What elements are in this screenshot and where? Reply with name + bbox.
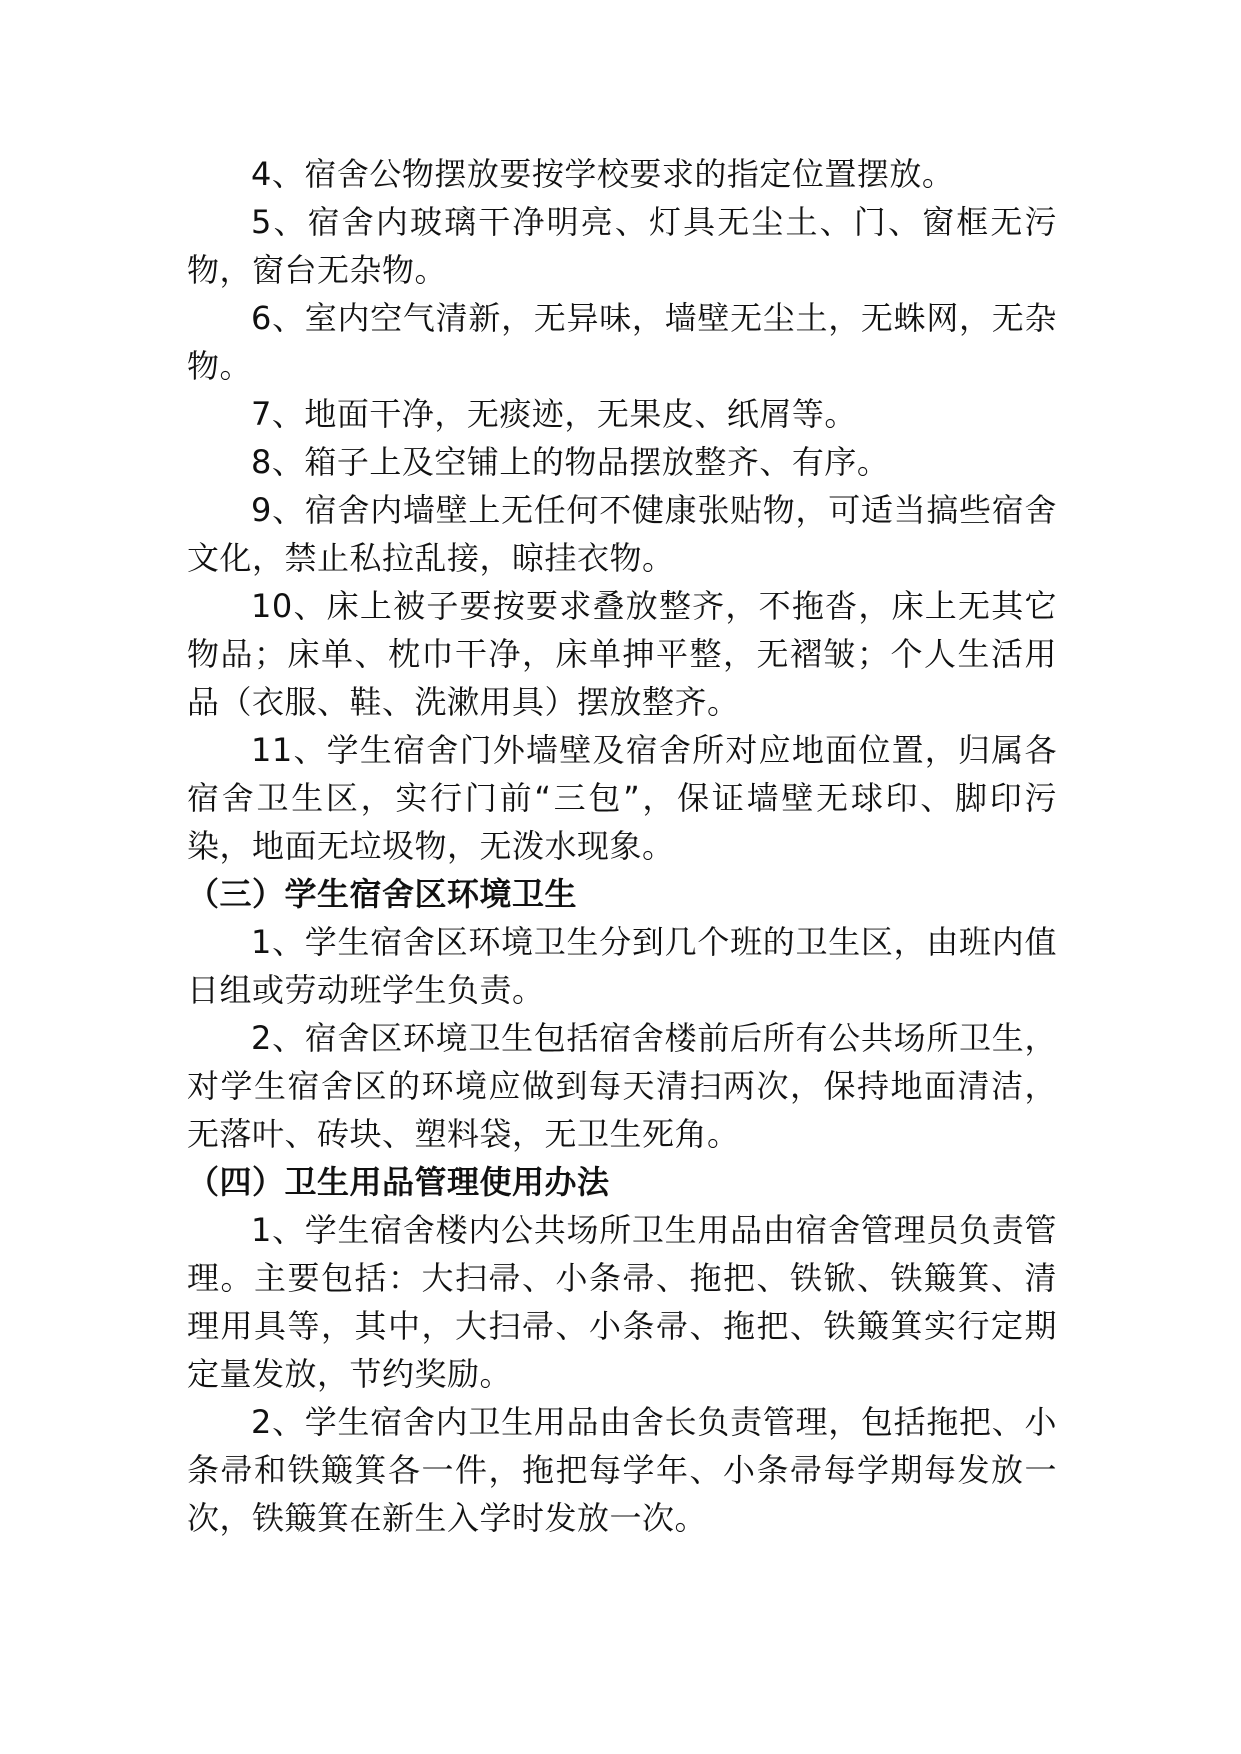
paragraph-item-5: 5、宿舍内玻璃干净明亮、灯具无尘土、门、窗框无污物，窗台无杂物。 — [187, 203, 1057, 289]
paragraph-item-9: 9、宿舍内墙壁上无任何不健康张贴物，可适当搞些宿舍文化，禁止私拉乱接，晾挂衣物。 — [187, 491, 1057, 577]
section-heading-4: （四）卫生用品管理使用办法 — [187, 1163, 610, 1201]
paragraph-item-10: 10、床上被子要按要求叠放整齐，不拖沓，床上无其它物品；床单、枕巾干净，床单抻平整，无褶皱；个人生活用品（衣服、鞋、洗漱用具）摆放整齐。 — [187, 587, 1057, 721]
document-page — [187, 150, 1057, 1542]
paragraph-supplies-2: 2、学生宿舍内卫生用品由舍长负责管理，包括拖把、小条帚和铁簸箕各一件，拖把每学年、小条帚每学期每发放一次，铁簸箕在新生入学时发放一次。 — [187, 1403, 1057, 1537]
paragraph-item-8: 8、箱子上及空铺上的物品摆放整齐、有序。 — [251, 443, 890, 481]
paragraph-env-1: 1、学生宿舍区环境卫生分到几个班的卫生区，由班内值日组或劳动班学生负责。 — [187, 923, 1057, 1009]
section-heading-3: （三）学生宿舍区环境卫生 — [187, 875, 578, 913]
paragraph-item-6: 6、室内空气清新，无异味，墙壁无尘土，无蛛网，无杂物。 — [187, 299, 1057, 385]
paragraph-item-4: 4、宿舍公物摆放要按学校要求的指定位置摆放。 — [251, 155, 955, 193]
paragraph-item-11: 11、学生宿舍门外墙壁及宿舍所对应地面位置，归属各宿舍卫生区，实行门前“三包”，保证墙壁无球印、脚印污染，地面无垃圾物，无泼水现象。 — [187, 731, 1057, 865]
paragraph-env-2: 2、宿舍区环境卫生包括宿舍楼前后所有公共场所卫生，对学生宿舍区的环境应做到每天清扫两次，保持地面清洁，无落叶、砖块、塑料袋，无卫生死角。 — [187, 1019, 1057, 1153]
paragraph-item-7: 7、地面干净，无痰迹，无果皮、纸屑等。 — [251, 395, 857, 433]
paragraph-supplies-1: 1、学生宿舍楼内公共场所卫生用品由宿舍管理员负责管理。主要包括：大扫帚、小条帚、拖把、铁锨、铁簸箕、清理用具等，其中，大扫帚、小条帚、拖把、铁簸箕实行定期定量发放，节约奖励。 — [187, 1211, 1057, 1393]
